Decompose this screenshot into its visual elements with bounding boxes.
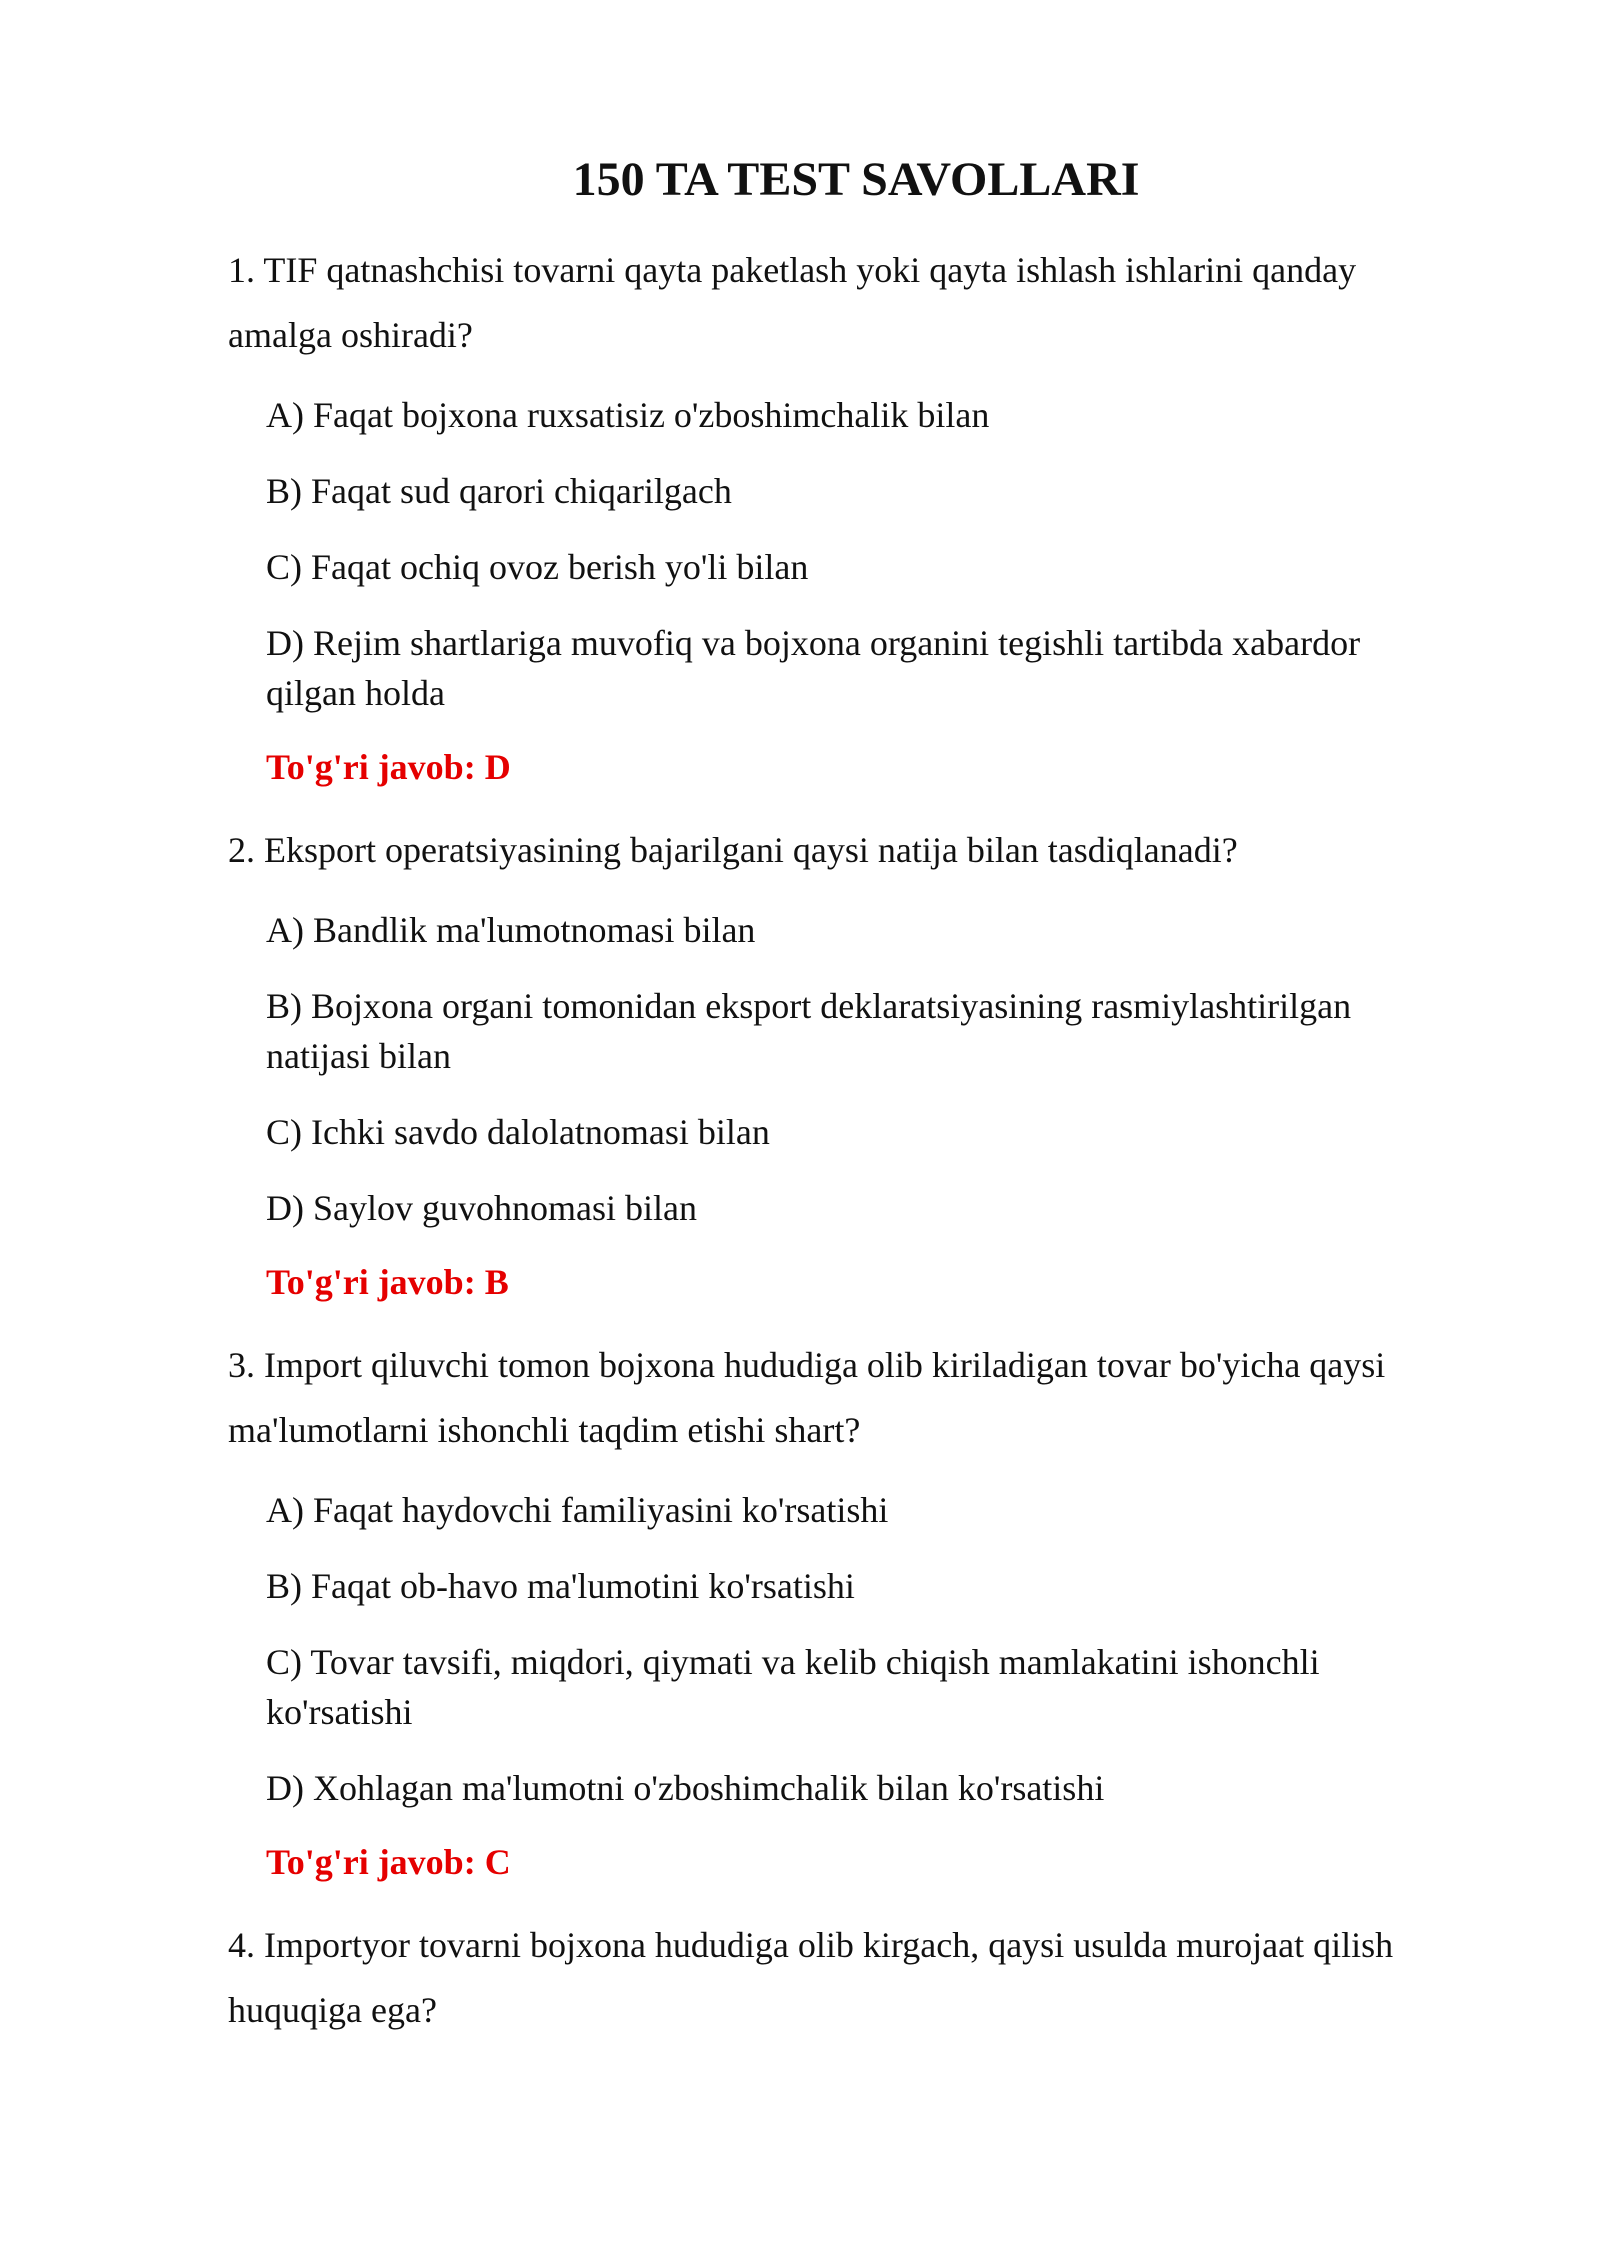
option-a: A) Faqat bojxona ruxsatisiz o'zboshimchalik bilan <box>266 395 990 435</box>
option-a: A) Bandlik ma'lumotnomasi bilan <box>266 910 756 950</box>
option-b: B) Faqat sud qarori chiqarilgach <box>266 471 732 511</box>
question-block <box>228 1913 1458 2043</box>
correct-answer: To'g'ri javob: C <box>266 1842 511 1882</box>
correct-answer: To'g'ri javob: D <box>266 747 511 787</box>
question-text: 3. Import qiluvchi tomon bojxona hududiga olib kiriladigan tovar bo'yicha qaysi ma'lumotlarni ishonchli taqdim etishi shart? <box>228 1345 1386 1450</box>
questions-list <box>228 238 1458 2043</box>
option-d: D) Rejim shartlariga muvofiq va bojxona organini tegishli tartibda xabardor qilgan holda <box>266 623 1361 713</box>
question-text: 2. Eksport operatsiyasining bajarilgani qaysi natija bilan tasdiqlanadi? <box>228 830 1238 870</box>
option-b: B) Bojxona organi tomonidan eksport deklaratsiyasining rasmiylashtirilgan natijasi bilan <box>266 986 1352 1076</box>
question-text: 4. Importyor tovarni bojxona hududiga olib kirgach, qaysi usulda murojaat qilish huquqiga ega? <box>228 1925 1394 2030</box>
option-c: C) Faqat ochiq ovoz berish yo'li bilan <box>266 547 809 587</box>
options-list <box>228 1485 1458 1813</box>
question-block <box>228 1333 1458 1887</box>
page-title: 150 TA TEST SAVOLLARI <box>572 153 1140 206</box>
question-text: 1. TIF qatnashchisi tovarni qayta paketlash yoki qayta ishlash ishlarini qanday amalga oshiradi? <box>228 250 1357 355</box>
question-block <box>228 238 1458 792</box>
option-d: D) Saylov guvohnomasi bilan <box>266 1188 697 1228</box>
option-c: C) Ichki savdo dalolatnomasi bilan <box>266 1112 770 1152</box>
option-a: A) Faqat haydovchi familiyasini ko'rsatishi <box>266 1490 889 1530</box>
question-block <box>228 818 1458 1307</box>
options-list <box>228 905 1458 1233</box>
option-d: D) Xohlagan ma'lumotni o'zboshimchalik bilan ko'rsatishi <box>266 1768 1105 1808</box>
option-c: C) Tovar tavsifi, miqdori, qiymati va kelib chiqish mamlakatini ishonchli ko'rsatishi <box>266 1642 1320 1732</box>
correct-answer: To'g'ri javob: B <box>266 1262 509 1302</box>
option-b: B) Faqat ob-havo ma'lumotini ko'rsatishi <box>266 1566 855 1606</box>
options-list <box>228 390 1458 718</box>
